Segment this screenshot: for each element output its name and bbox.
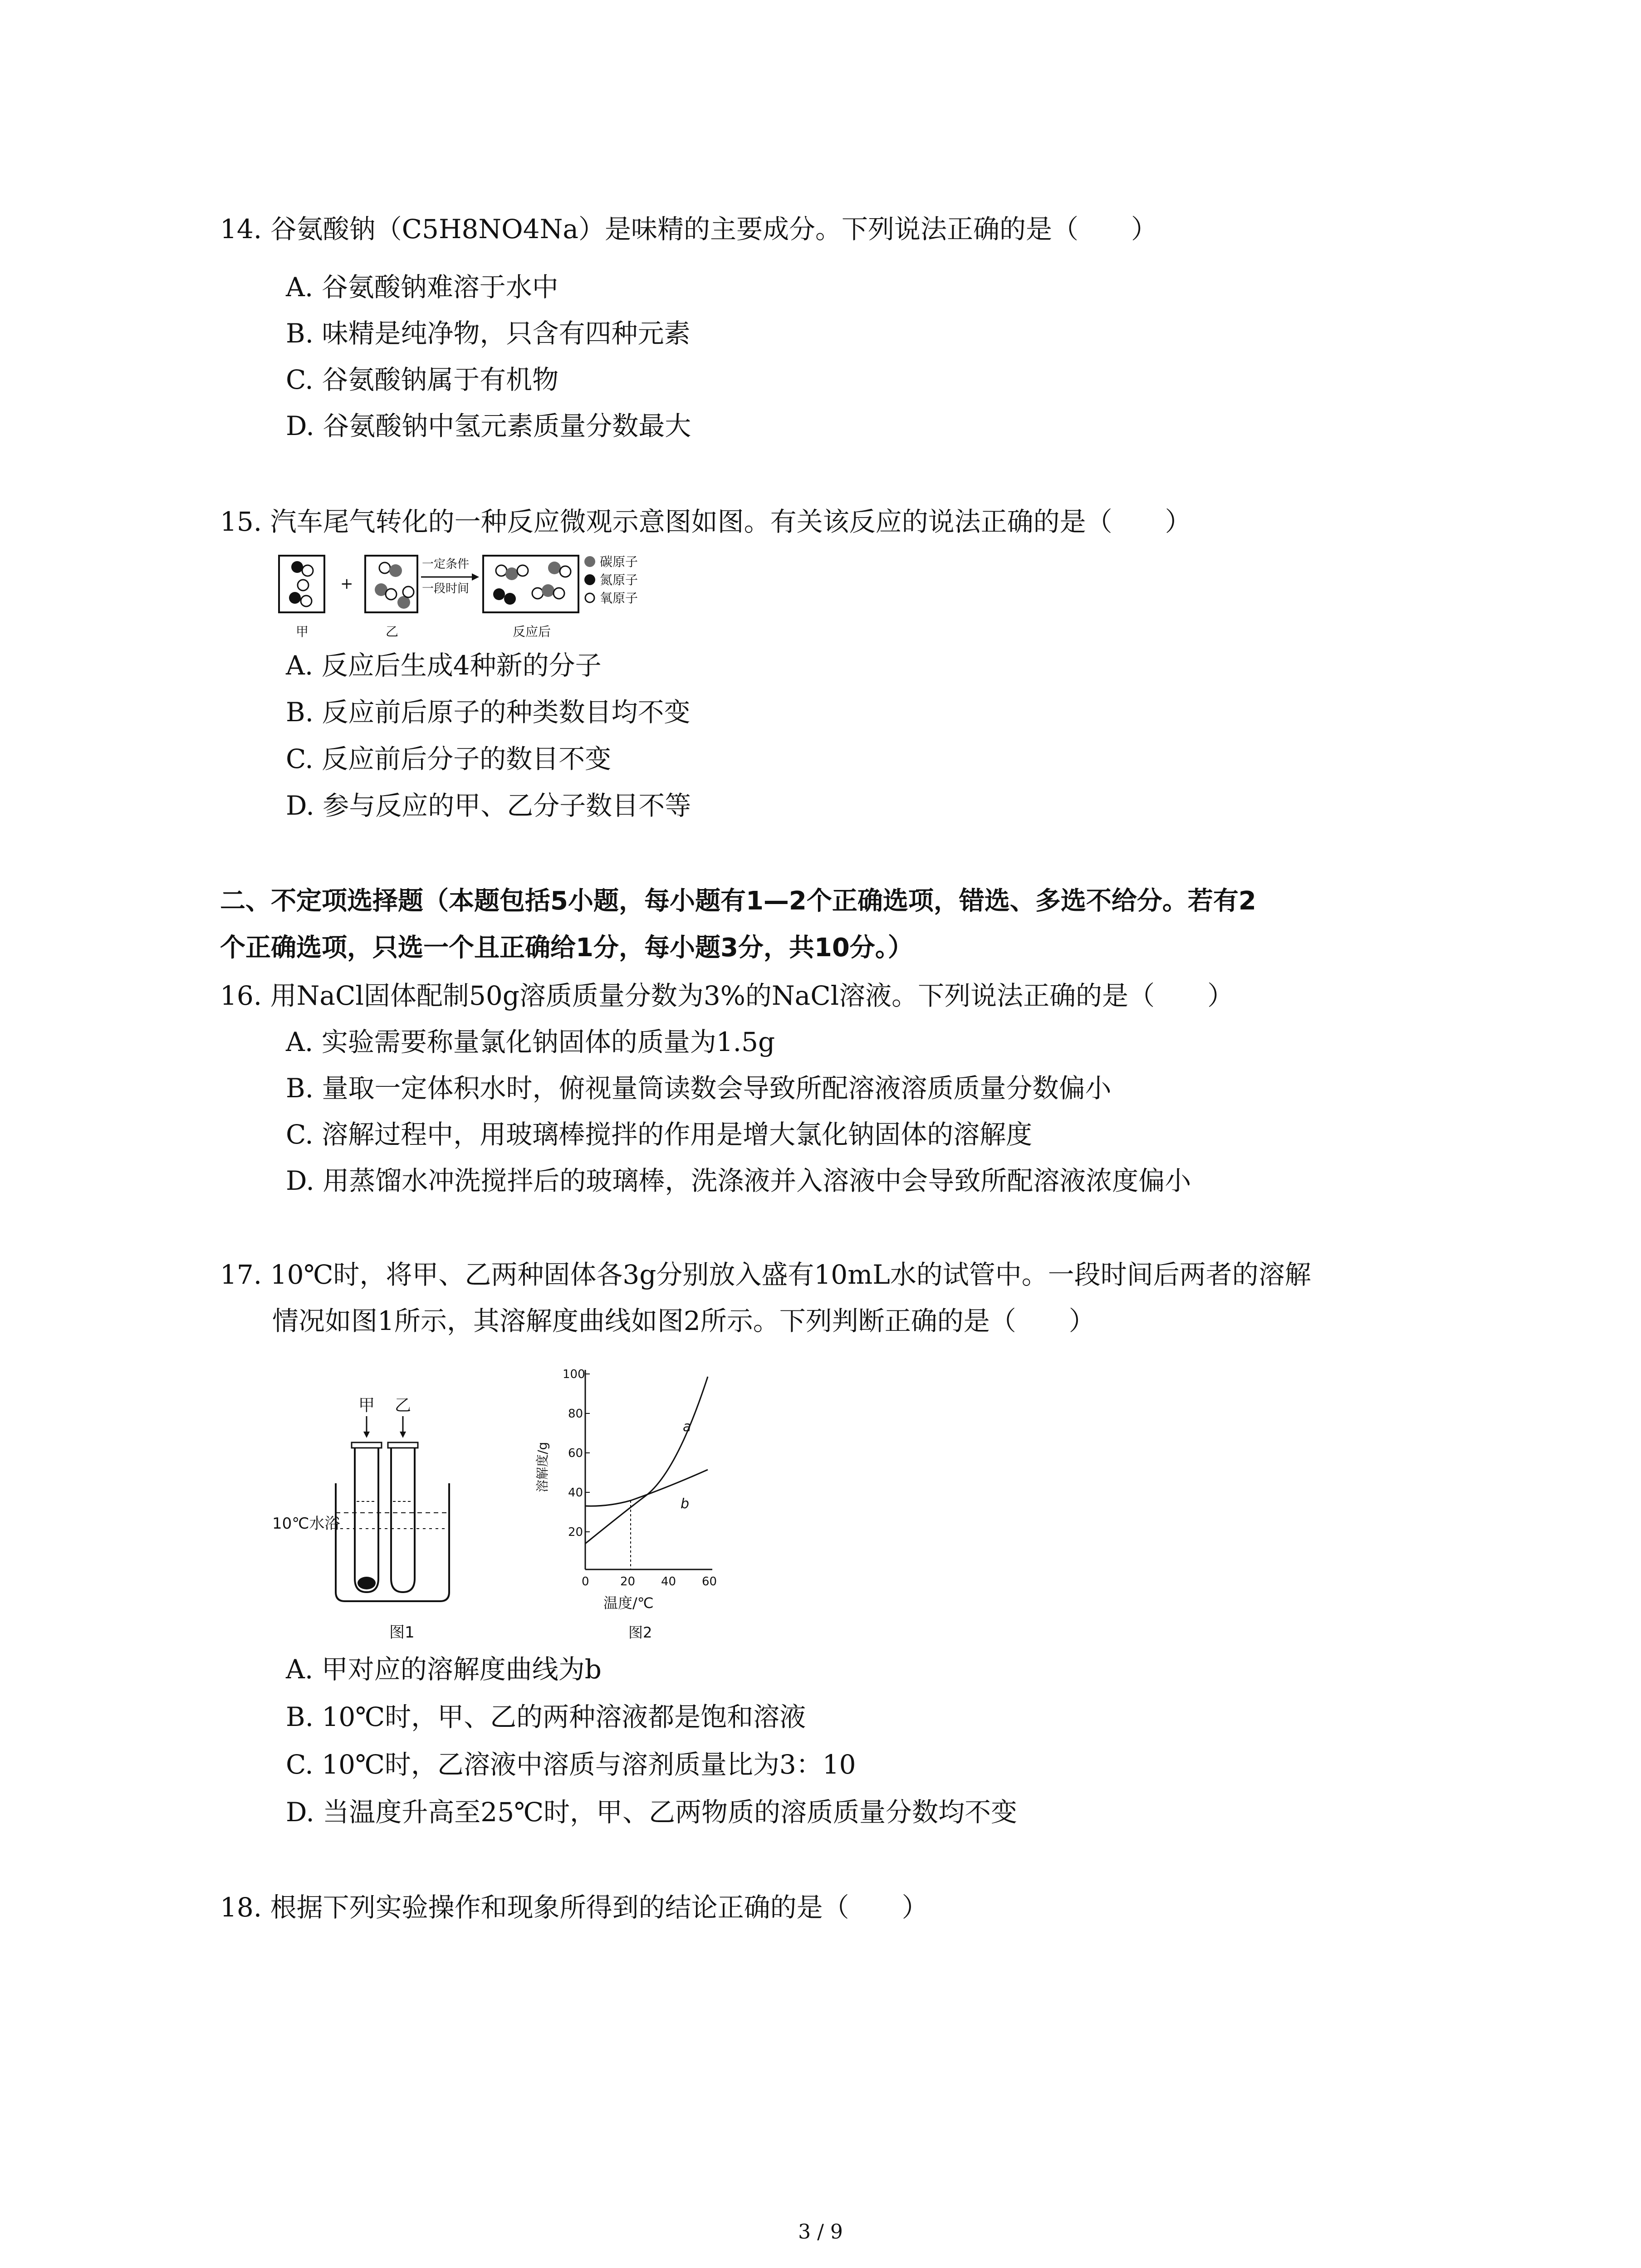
page-number: 3 / 9 (798, 2220, 843, 2244)
q16-stem: 16. 用NaCl固体配制50g溶质质量分数为3%的NaCl溶液。下列说法正确的是（ ） (220, 980, 1234, 1011)
y-tick: 20 (568, 1525, 583, 1539)
legend-carbon: 碳原子 (600, 554, 638, 569)
y-tick: 40 (568, 1486, 583, 1500)
q17-figure1 (268, 1393, 504, 1647)
q15-stem: 15. 汽车尾气转化的一种反应微观示意图如图。有关该反应的说法正确的是（ ） (220, 506, 1191, 537)
o-atom (554, 588, 564, 599)
arrow-head (472, 573, 479, 581)
curve-b-label: b (681, 1496, 690, 1512)
o-atom (301, 596, 312, 606)
c-atom (548, 562, 561, 574)
o-atom (517, 565, 528, 576)
o-atom (532, 588, 543, 599)
n-atom (504, 593, 516, 605)
tube-label-yi: 乙 (395, 1396, 411, 1415)
label-yi: 乙 (386, 624, 399, 639)
q16-option-b: B. 量取一定体积水时，俯视量筒读数会导致所配溶液溶质质量分数偏小 (286, 1073, 1112, 1104)
section2-heading-line2: 个正确选项，只选一个且正确给1分，每小题3分，共10分。） (220, 933, 913, 963)
legend-nitrogen-icon (584, 574, 595, 585)
x-axis-label: 温度/℃ (603, 1594, 654, 1612)
q16-option-c: C. 溶解过程中，用玻璃棒搅拌的作用是增大氯化钠固体的溶解度 (286, 1119, 1033, 1150)
curve-a (585, 1377, 708, 1544)
n-atom (289, 592, 301, 604)
q17-option-c: C. 10℃时，乙溶液中溶质与溶剂质量比为3：10 (286, 1749, 856, 1780)
tube-yi (391, 1448, 415, 1592)
undissolved-solid (358, 1577, 376, 1589)
section2-heading-line1: 二、不定项选择题（本题包括5小题，每小题有1—2个正确选项，错选、多选不给分。若有2 (220, 886, 1256, 916)
q15-reaction-figure (272, 549, 726, 649)
q17-figure2 (513, 1356, 749, 1647)
q14-option-d: D. 谷氨酸钠中氢元素质量分数最大 (286, 411, 691, 441)
o-atom (403, 587, 414, 597)
figure2-caption: 图2 (628, 1624, 652, 1641)
o-atom (379, 562, 390, 573)
label-jia: 甲 (296, 624, 309, 639)
o-atom (386, 589, 397, 600)
y-tick: 80 (568, 1407, 583, 1421)
y-tick: 60 (568, 1447, 583, 1460)
y-axis-label: 溶解度/g (535, 1442, 550, 1492)
q17-stem-line2: 情况如图1所示，其溶解度曲线如图2所示。下列判断正确的是（ ） (272, 1305, 1095, 1336)
box-after (483, 556, 578, 612)
c-atom (505, 567, 518, 580)
tube-yi-rim (388, 1442, 418, 1448)
tube-jia (355, 1448, 378, 1592)
arrow-yi-head (400, 1432, 406, 1438)
water-bath-label: 10℃水浴 (272, 1515, 340, 1533)
q16-option-d: D. 用蒸馏水冲洗搅拌后的玻璃棒，洗涤液并入溶液中会导致所配溶液浓度偏小 (286, 1165, 1191, 1196)
figure1-caption: 图1 (389, 1623, 415, 1642)
label-after: 反应后 (513, 624, 551, 639)
q17-option-b: B. 10℃时，甲、乙的两种溶液都是饱和溶液 (286, 1701, 806, 1732)
q14-option-c: C. 谷氨酸钠属于有机物 (286, 364, 559, 395)
c-atom (542, 584, 554, 597)
legend-carbon-icon (584, 556, 595, 567)
n-atom (493, 588, 505, 600)
tube-jia-rim (352, 1442, 382, 1448)
o-atom (496, 565, 507, 576)
o-atom (560, 566, 571, 577)
q15-option-d: D. 参与反应的甲、乙分子数目不等 (286, 790, 691, 821)
q14-option-a: A. 谷氨酸钠难溶于水中 (286, 272, 558, 303)
o-atom (298, 580, 309, 591)
tube-label-jia: 甲 (358, 1396, 375, 1415)
q15-option-c: C. 反应前后分子的数目不变 (286, 743, 612, 774)
arrow-condition-top: 一定条件 (422, 557, 470, 571)
q15-option-a: A. 反应后生成4种新的分子 (286, 650, 602, 681)
legend-oxygen: 氧原子 (600, 591, 638, 606)
curve-b (585, 1470, 708, 1506)
q17-option-a: A. 甲对应的溶解度曲线为b (286, 1654, 602, 1685)
legend-nitrogen: 氮原子 (600, 572, 638, 587)
q15-option-b: B. 反应前后原子的种类数目均不变 (286, 697, 691, 728)
q14-stem: 14. 谷氨酸钠（C5H8NO4Na）是味精的主要成分。下列说法正确的是（ ） (220, 214, 1157, 244)
x-tick: 0 (582, 1575, 589, 1589)
q18-stem: 18. 根据下列实验操作和现象所得到的结论正确的是（ ） (220, 1892, 928, 1923)
arrow-jia-head (363, 1432, 370, 1438)
q14-option-b: B. 味精是纯净物，只含有四种元素 (286, 318, 691, 349)
plus-sign: + (340, 575, 353, 593)
x-tick: 20 (620, 1575, 636, 1589)
q17-option-d: D. 当温度升高至25℃时，甲、乙两物质的溶质质量分数均不变 (286, 1797, 1017, 1828)
c-atom (389, 564, 402, 577)
x-tick: 40 (661, 1575, 676, 1589)
curve-a-label: a (683, 1419, 691, 1435)
o-atom (302, 565, 313, 576)
n-atom (291, 561, 303, 573)
x-tick: 60 (702, 1575, 717, 1589)
y-tick: 100 (563, 1368, 585, 1381)
arrow-condition-bottom: 一段时间 (422, 582, 470, 596)
legend-oxygen-icon (585, 593, 594, 602)
q17-stem-line1: 17. 10℃时，将甲、乙两种固体各3g分别放入盛有10mL水的试管中。一段时间后两者的溶解 (220, 1259, 1311, 1290)
q16-option-a: A. 实验需要称量氯化钠固体的质量为1.5g (286, 1026, 775, 1057)
